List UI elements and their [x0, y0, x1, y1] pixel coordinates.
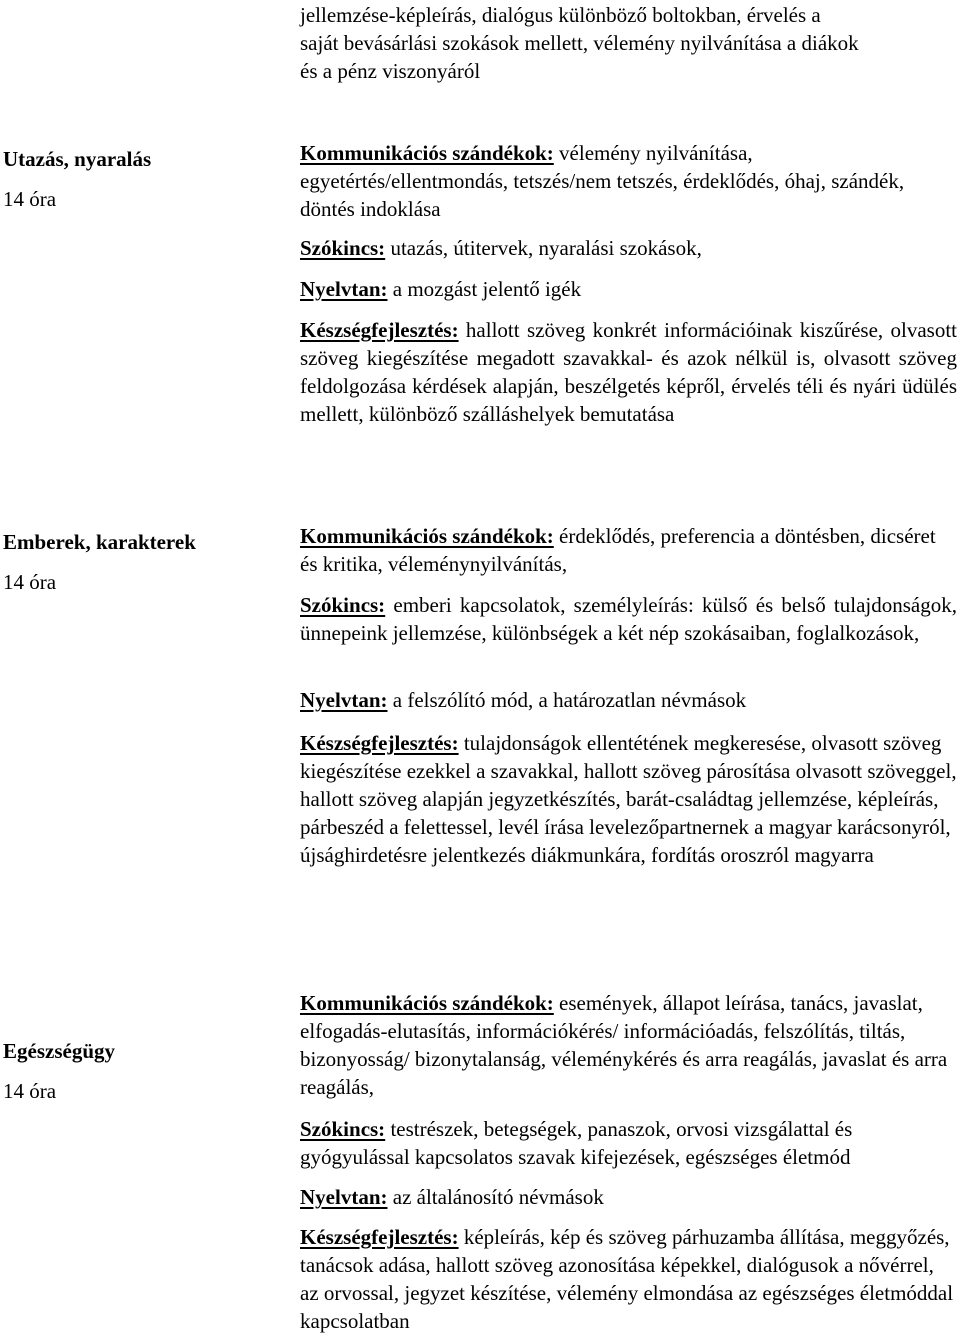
intro-line-2: saját bevásárlási szokások mellett, vélemény nyilvánítása a diákok — [300, 31, 859, 55]
people-skills — [300, 729, 957, 869]
item-label: Nyelvtan: — [300, 1185, 388, 1209]
item-text: testrészek, betegségek, panaszok, orvosi vizsgálattal és gyógyulással kapcsolatos szavak kifejezések, egészséges életmód — [300, 1117, 853, 1169]
item-text: tulajdonságok ellentétének megkeresése, olvasott szöveg kiegészítése ezekkel a szavakkal, hallott szöveg párosítása olvasott szöveggel, hallott szöveg alapján jegyzetkészítés, barát-családtag jellemzése, képleírás, párbeszéd a felettessel, levél írása levelezőpartnernek a magyar karácsonyról, újsághirdetésre jelentkezés diákmunkára, fordítás oroszról magyarra — [300, 731, 957, 867]
item-text: a mozgást jelentő igék — [387, 277, 582, 301]
item-label: Nyelvtan: — [300, 688, 388, 712]
item-label: Nyelvtan: — [300, 277, 388, 301]
item-text: az általánosító névmások — [387, 1185, 604, 1209]
people-grammar — [300, 686, 957, 714]
topic-title: Emberek, karakterek — [3, 530, 196, 554]
item-label: Szókincs: — [300, 593, 386, 617]
health-grammar — [300, 1183, 957, 1211]
item-label: Készségfejlesztés: — [300, 318, 459, 342]
people-vocabulary — [300, 591, 957, 647]
item-text: emberi kapcsolatok, személyleírás: külső és belső tulajdonságok, ünnepeink jellemzése, különbségek a két nép szokásaiban, foglalkozások, — [300, 593, 957, 645]
item-label: Készségfejlesztés: — [300, 1225, 459, 1249]
item-label: Kommunikációs szándékok: — [300, 524, 554, 548]
topic-cell-travel — [3, 139, 283, 219]
item-text: képleírás, kép és szöveg párhuzamba állítása, meggyőzés, tanácsok adása, hallott szöveg azonosítása képekkel, dialógusok a nővérrel, az orvossal, jegyzet készítése, vélemény elmondása az egészséges életmóddal kapcsolatban — [300, 1225, 954, 1333]
health-communication — [300, 989, 957, 1101]
item-label: Szókincs: — [300, 236, 386, 260]
item-label: Készségfejlesztés: — [300, 731, 459, 755]
topic-title: Egészségügy — [3, 1039, 115, 1063]
item-text: utazás, útitervek, nyaralási szokások, — [385, 236, 702, 260]
topic-cell-health — [3, 1031, 283, 1111]
travel-grammar — [300, 275, 957, 303]
travel-vocabulary — [300, 234, 957, 262]
health-skills — [300, 1223, 957, 1335]
health-vocabulary — [300, 1115, 957, 1171]
travel-communication — [300, 139, 957, 223]
intro-line-3: és a pénz viszonyáról — [300, 59, 481, 83]
topic-cell-people — [3, 522, 283, 602]
intro-line-1: jellemzése-képleírás, dialógus különböző boltokban, érvelés a — [300, 3, 821, 27]
topic-hours: 14 óra — [3, 187, 57, 211]
item-text: a felszólító mód, a határozatlan névmások — [387, 688, 747, 712]
item-text: események, állapot leírása, tanács, javaslat, elfogadás-elutasítás, információkérés/ információadás, felszólítás, tiltás, bizonyosság/ bizonytalanság, véleménykérés és arra reagálás, javaslat és arra reagálás, — [300, 991, 948, 1099]
topic-title: Utazás, nyaralás — [3, 147, 152, 171]
item-text: érdeklődés, preferencia a döntésben, dicséret és kritika, véleménynyilvánítás, — [300, 524, 936, 576]
item-label: Kommunikációs szándékok: — [300, 991, 554, 1015]
people-communication — [300, 522, 957, 578]
topic-hours: 14 óra — [3, 1079, 57, 1103]
item-text: vélemény nyilvánítása, egyetértés/ellentmondás, tetszés/nem tetszés, érdeklődés, óhaj, szándék, döntés indoklása — [300, 141, 905, 221]
item-label: Kommunikációs szándékok: — [300, 141, 554, 165]
item-text: hallott szöveg konkrét információinak kiszűrése, olvasott szöveg kiegészítése megadott szavakkal- és azok nélkül is, olvasott szöveg feldolgozása kérdések alapján, beszélgetés képről, érvelés téli és nyári üdülés mellett, különböző szálláshelyek bemutatása — [300, 318, 957, 426]
topic-hours: 14 óra — [3, 570, 57, 594]
item-label: Szókincs: — [300, 1117, 386, 1141]
travel-skills — [300, 316, 957, 428]
